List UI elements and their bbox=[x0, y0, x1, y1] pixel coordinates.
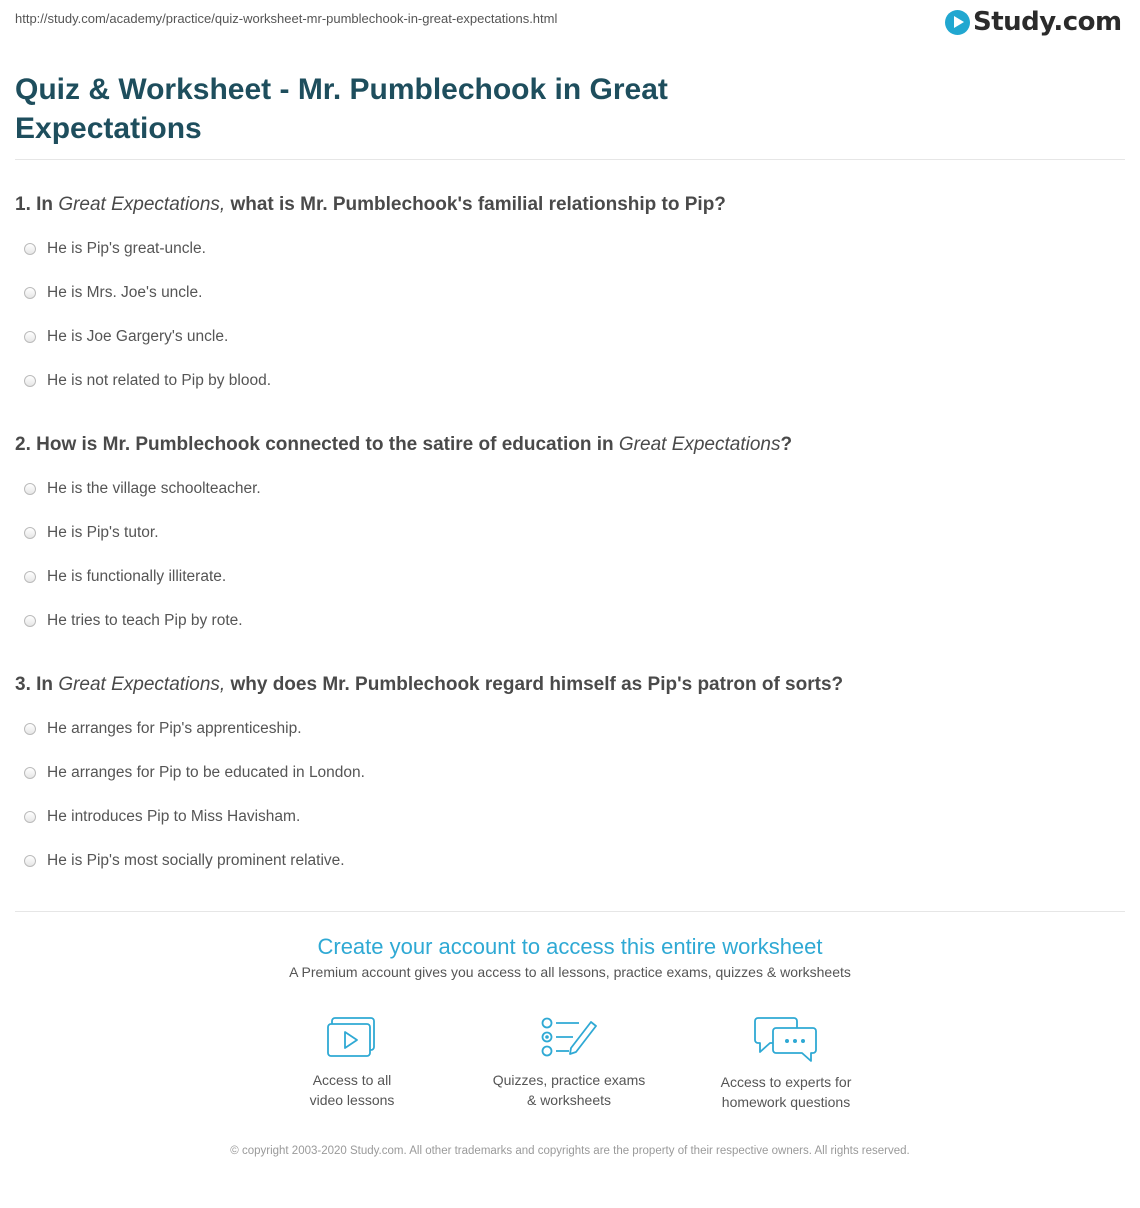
feature-label: Access to all video lessons bbox=[309, 1072, 395, 1108]
answer-option[interactable]: He arranges for Pip to be educated in London. bbox=[24, 764, 365, 782]
logo-text: Study.com bbox=[973, 7, 1122, 37]
page-title: Quiz & Worksheet - Mr. Pumblechook in Great Expectations bbox=[15, 73, 668, 145]
cta-divider bbox=[15, 911, 1125, 912]
answer-option[interactable]: He is Pip's most socially prominent relative. bbox=[24, 852, 345, 870]
video-lessons-icon bbox=[326, 1016, 378, 1060]
quiz-checklist-icon bbox=[541, 1016, 597, 1060]
radio-button-icon[interactable] bbox=[24, 811, 36, 823]
answer-option[interactable]: He is not related to Pip by blood. bbox=[24, 372, 271, 390]
question-1: 1. In Great Expectations, what is Mr. Pumblechook's familial relationship to Pip? bbox=[15, 194, 726, 215]
copyright-notice: © copyright 2003-2020 Study.com. All other trademarks and copyrights are the property of their respective owners. All rights reserved. bbox=[230, 1145, 910, 1157]
feature-experts bbox=[686, 1016, 886, 1112]
radio-button-icon[interactable] bbox=[24, 527, 36, 539]
radio-button-icon[interactable] bbox=[24, 243, 36, 255]
answer-option[interactable]: He is functionally illiterate. bbox=[24, 568, 226, 586]
radio-button-icon[interactable] bbox=[24, 855, 36, 867]
answer-option[interactable]: He is Pip's tutor. bbox=[24, 524, 159, 542]
answer-option[interactable]: He arranges for Pip's apprenticeship. bbox=[24, 720, 302, 738]
radio-button-icon[interactable] bbox=[24, 723, 36, 735]
radio-button-icon[interactable] bbox=[24, 483, 36, 495]
radio-button-icon[interactable] bbox=[24, 571, 36, 583]
study-logo[interactable] bbox=[945, 7, 1122, 37]
feature-quizzes bbox=[469, 1016, 669, 1110]
premium-description: A Premium account gives you access to all lessons, practice exams, quizzes & worksheets bbox=[289, 964, 851, 980]
play-logo-icon bbox=[945, 10, 970, 35]
radio-button-icon[interactable] bbox=[24, 287, 36, 299]
answer-option[interactable]: He is Joe Gargery's uncle. bbox=[24, 328, 228, 346]
top-bar bbox=[0, 0, 1140, 44]
radio-button-icon[interactable] bbox=[24, 375, 36, 387]
feature-label: Quizzes, practice exams & worksheets bbox=[492, 1072, 646, 1108]
question-3: 3. In Great Expectations, why does Mr. Pumblechook regard himself as Pip's patron of sorts? bbox=[15, 674, 844, 695]
answer-option[interactable]: He is Mrs. Joe's uncle. bbox=[24, 284, 202, 302]
title-divider bbox=[15, 159, 1125, 160]
page-url: http://study.com/academy/practice/quiz-worksheet-mr-pumblechook-in-great-expectations.html bbox=[15, 11, 558, 26]
feature-label: Access to experts for homework questions bbox=[720, 1074, 852, 1110]
chat-bubbles-icon bbox=[754, 1016, 818, 1062]
answer-option[interactable]: He is Pip's great-uncle. bbox=[24, 240, 206, 258]
radio-button-icon[interactable] bbox=[24, 615, 36, 627]
question-2: 2. How is Mr. Pumblechook connected to the satire of education in Great Expectations? bbox=[15, 434, 793, 455]
create-account-link[interactable]: Create your account to access this entire worksheet bbox=[317, 934, 823, 959]
feature-video-lessons bbox=[252, 1016, 452, 1110]
radio-button-icon[interactable] bbox=[24, 767, 36, 779]
answer-option[interactable]: He is the village schoolteacher. bbox=[24, 480, 261, 498]
answer-option[interactable]: He introduces Pip to Miss Havisham. bbox=[24, 808, 300, 826]
radio-button-icon[interactable] bbox=[24, 331, 36, 343]
answer-option[interactable]: He tries to teach Pip by rote. bbox=[24, 612, 243, 630]
